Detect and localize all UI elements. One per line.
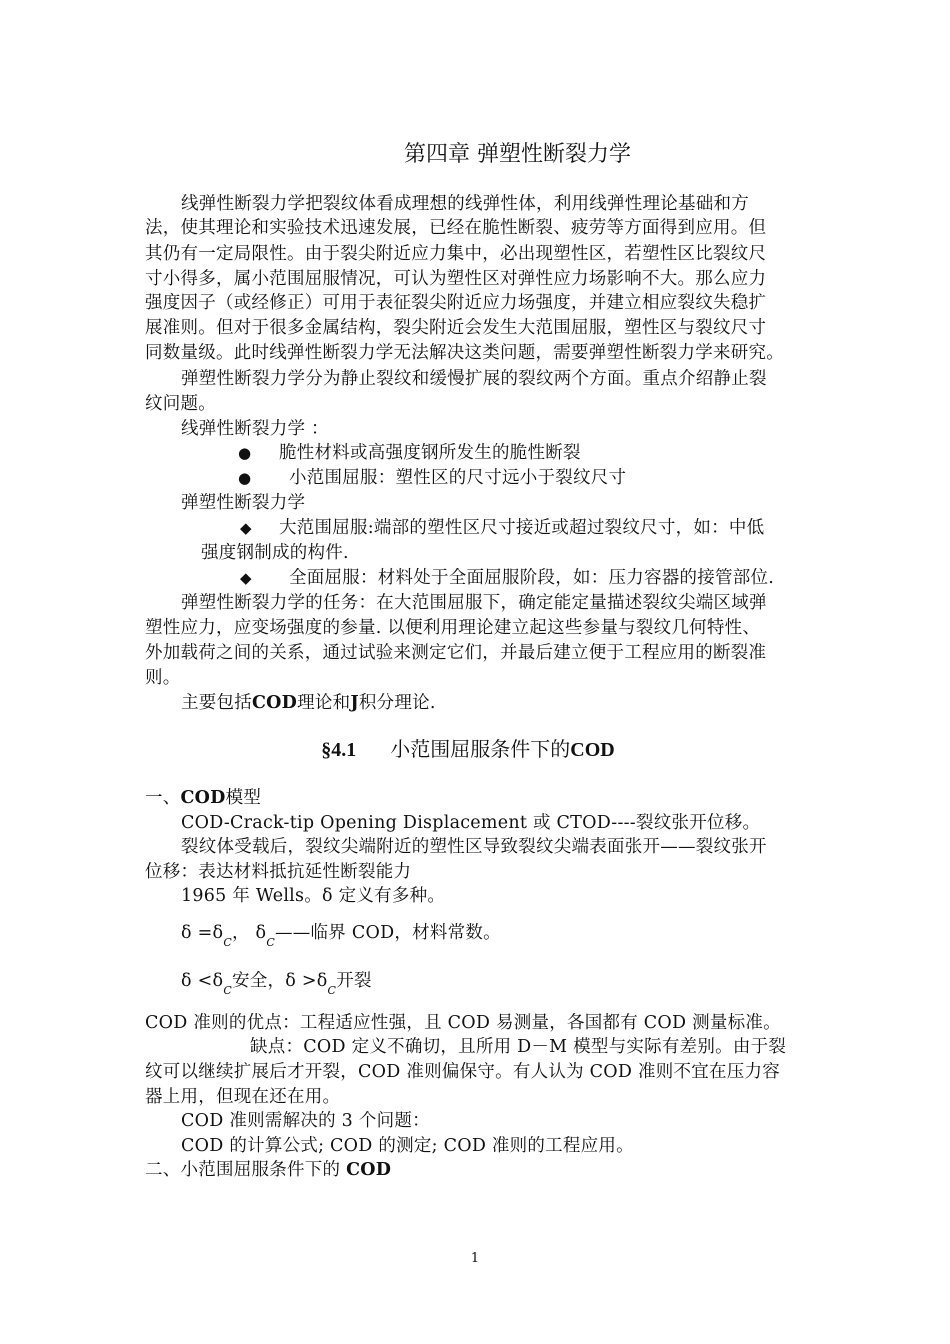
bullet-diamond-icon: ◆ bbox=[240, 569, 252, 587]
main-theories-pre: 主要包括 bbox=[181, 693, 252, 713]
main-theories-post: 积分理论. bbox=[358, 693, 436, 713]
intro-line: 展准则。但对于很多金属结构，裂尖附近会发生大范围屈服，塑性区与裂纹尺寸 bbox=[145, 318, 767, 338]
disadvantages-line: 缺点：COD 定义不确切，且所用 D－M 模型与实际有差别。由于裂 bbox=[250, 1037, 787, 1057]
task-line: 弹塑性断裂力学的任务：在大范围屈服下，确定能定量描述裂纹尖端区域弹 bbox=[181, 593, 767, 613]
j-term: J bbox=[350, 693, 359, 713]
epfm-item: 全面屈服：材料处于全面屈服阶段，如：压力容器的接管部位. bbox=[289, 568, 775, 588]
cod-definition: COD-Crack-tip Opening Displacement 或 CTOD----裂纹张开位移。 bbox=[181, 813, 761, 833]
bullet-dot-icon: ● bbox=[238, 469, 252, 487]
aspects-line: 弹塑性断裂力学分为静止裂纹和缓慢扩展的裂纹两个方面。重点介绍静止裂 bbox=[181, 369, 767, 389]
subscript-c: C bbox=[266, 936, 276, 949]
section-heading bbox=[0, 735, 950, 764]
heading-number: 一、 bbox=[145, 788, 181, 808]
chapter-title: 第四章 弹塑性断裂力学 bbox=[404, 142, 631, 167]
section-title-bold: COD bbox=[570, 739, 615, 761]
epfm-heading: 弹塑性断裂力学 bbox=[181, 493, 306, 513]
formula-part: 开裂 bbox=[336, 971, 372, 991]
main-theories-line bbox=[181, 691, 436, 715]
lefm-heading: 线弹性断裂力学 ： bbox=[181, 419, 329, 439]
intro-line: 其仍有一定局限性。由于裂尖附近应力集中，必出现塑性区，若塑性区比裂纹尺 bbox=[145, 244, 767, 264]
epfm-item: 大范围屈服:端部的塑性区尺寸接近或超过裂纹尺寸，如：中低 bbox=[279, 518, 765, 538]
epfm-item-continuation: 强度钢制成的构件. bbox=[201, 543, 349, 563]
intro-line: 线弹性断裂力学把裂纹体看成理想的线弹性体，利用线弹性理论基础和方 bbox=[181, 194, 749, 214]
cod-desc-line: 位移：表达材料抵抗延性断裂能力 bbox=[145, 862, 412, 882]
problems-line: COD 的计算公式; COD 的测定; COD 准则的工程应用。 bbox=[181, 1136, 634, 1156]
formula-critical-cod bbox=[181, 921, 501, 947]
bullet-dot-icon: ● bbox=[238, 444, 252, 462]
heading-rest: 模型 bbox=[225, 788, 262, 808]
task-line: 塑性应力，应变场强度的参量. 以便利用理论建立起这些参量与裂纹几何特性、 bbox=[145, 618, 761, 638]
cod-desc-line: 裂纹体受载后，裂纹尖端附近的塑性区导致裂纹尖端表面张开——裂纹张开 bbox=[181, 837, 767, 857]
cod-model-heading bbox=[145, 786, 261, 810]
wells-line: 1965 年 Wells。δ 定义有多种。 bbox=[181, 886, 446, 906]
heading-bold: COD bbox=[180, 788, 226, 808]
formula-lhs: δ =δ bbox=[181, 923, 224, 943]
formula-desc: ——临界 COD，材料常数。 bbox=[275, 923, 501, 943]
formula-criterion bbox=[181, 969, 372, 995]
disadvantages-line: 器上用，但现在还在用。 bbox=[145, 1087, 341, 1107]
intro-line: 同数量级。此时线弹性断裂力学无法解决这类问题，需要弹塑性断裂力学来研究。 bbox=[145, 343, 784, 363]
heading-bold: COD bbox=[346, 1160, 392, 1180]
intro-line: 强度因子（或经修正）可用于表征裂尖附近应力场强度，并建立相应裂纹失稳扩 bbox=[145, 293, 767, 313]
advantages-line: COD 准则的优点：工程适应性强，且 COD 易测量，各国都有 COD 测量标准。 bbox=[145, 1013, 781, 1033]
formula-part: δ <δ bbox=[181, 971, 224, 991]
subscript-c: C bbox=[327, 984, 337, 997]
page-number: 1 bbox=[470, 1251, 480, 1266]
lefm-item: 脆性材料或高强度钢所发生的脆性断裂 bbox=[279, 443, 581, 463]
heading-rest: 二、小范围屈服条件下的 bbox=[145, 1160, 347, 1180]
section-number: §4.1 bbox=[321, 739, 357, 761]
aspects-line: 纹问题。 bbox=[145, 394, 216, 414]
intro-line: 寸小得多，属小范围屈服情况，可认为塑性区对弹性应力场影响不大。那么应力 bbox=[145, 269, 767, 289]
intro-line: 法，使其理论和实验技术迅速发展，已经在脆性断裂、疲劳等方面得到应用。但 bbox=[145, 218, 767, 238]
lefm-item: 小范围屈服：塑性区的尺寸远小于裂纹尺寸 bbox=[289, 468, 627, 488]
second-heading bbox=[145, 1158, 391, 1182]
formula-part: 安全，δ >δ bbox=[231, 971, 328, 991]
task-line: 则。 bbox=[145, 668, 181, 688]
main-theories-mid: 理论和 bbox=[297, 693, 351, 713]
cod-term: COD bbox=[252, 693, 298, 713]
disadvantages-line: 纹可以继续扩展后才开裂，COD 准则偏保守。有人认为 COD 准则不宜在压力容 bbox=[145, 1062, 780, 1082]
subscript-c: C bbox=[223, 936, 232, 949]
bullet-diamond-icon: ◆ bbox=[240, 519, 252, 537]
task-line: 外加载荷之间的关系，通过试验来测定它们，并最后建立便于工程应用的断裂准 bbox=[145, 643, 767, 663]
subscript-c: C bbox=[223, 984, 232, 997]
section-title: 小范围屈服条件下的 bbox=[390, 737, 571, 761]
formula-sep: ， δ bbox=[231, 923, 267, 943]
problems-heading: COD 准则需解决的 3 个问题： bbox=[181, 1111, 430, 1131]
